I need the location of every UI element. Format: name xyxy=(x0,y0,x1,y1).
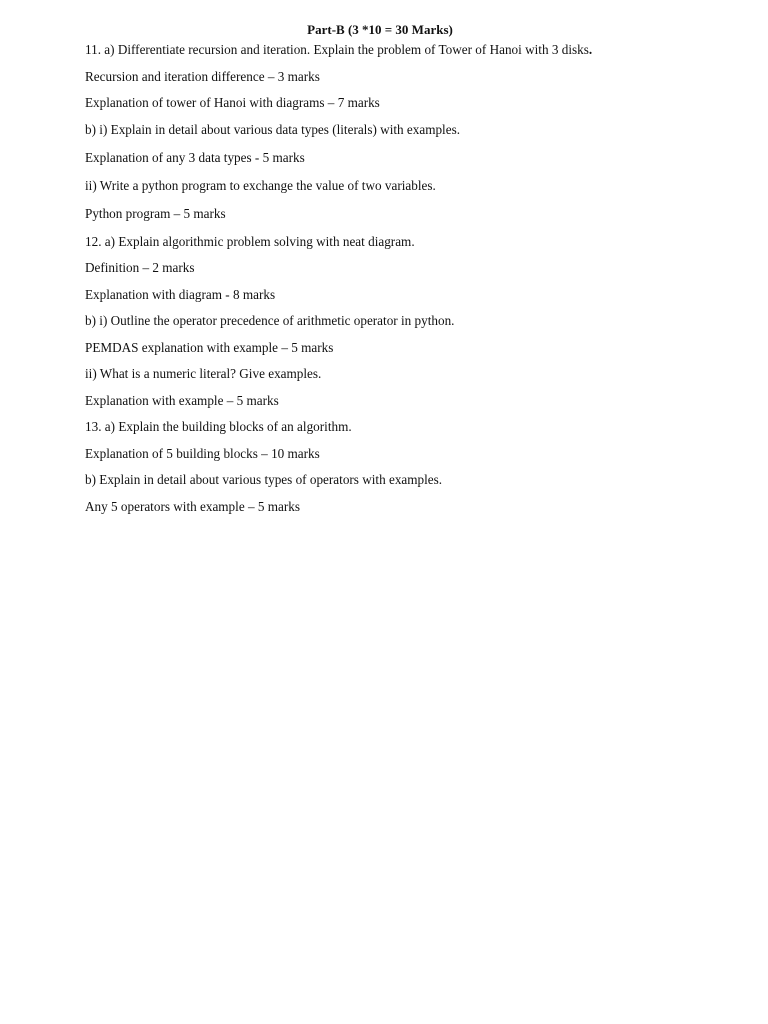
line-text: Explanation of any 3 data types - 5 marks xyxy=(85,149,305,165)
line-text: b) i) Explain in detail about various data types (literals) with examples. xyxy=(85,121,461,137)
line-text: b) Explain in detail about various types of operators with examples. xyxy=(85,472,443,487)
marks-line xyxy=(85,206,745,234)
marks-line xyxy=(85,69,745,96)
line-text: Any 5 operators with example – 5 marks xyxy=(85,498,300,514)
question-13a xyxy=(85,419,745,446)
line-text: ii) Write a python program to exchange the value of two variables. xyxy=(85,177,436,193)
question-11a xyxy=(85,42,745,69)
marks-line xyxy=(85,287,745,314)
line-text: ii) What is a numeric literal? Give examples. xyxy=(85,366,322,381)
answer-key-list xyxy=(85,42,745,525)
line-text: Recursion and iteration difference – 3 marks xyxy=(85,68,320,84)
line-text: Explanation of 5 building blocks – 10 marks xyxy=(85,445,320,461)
question-12b-ii xyxy=(85,366,745,393)
marks-line xyxy=(85,95,745,122)
marks-line xyxy=(85,260,745,287)
marks-line xyxy=(85,340,745,367)
line-text: Explanation of tower of Hanoi with diagrams – 7 marks xyxy=(85,95,380,110)
line-text: Explanation with example – 5 marks xyxy=(85,392,279,408)
line-text: PEMDAS explanation with example – 5 marks xyxy=(85,339,334,355)
question-11b-ii xyxy=(85,178,745,206)
line-text: Explanation with diagram - 8 marks xyxy=(85,286,276,302)
marks-line xyxy=(85,446,745,473)
line-text: 12. a) Explain algorithmic problem solving with neat diagram. xyxy=(85,233,415,249)
line-trailing: . xyxy=(588,42,593,57)
line-text: 13. a) Explain the building blocks of an algorithm. xyxy=(85,419,352,434)
marks-line xyxy=(85,499,745,526)
question-12a xyxy=(85,234,745,261)
line-text: b) i) Outline the operator precedence of arithmetic operator in python. xyxy=(85,313,455,328)
question-12b-i xyxy=(85,313,745,340)
question-11b-i xyxy=(85,122,745,150)
marks-line xyxy=(85,393,745,420)
section-heading: Part-B (3 *10 = 30 Marks) xyxy=(307,22,453,37)
question-13b xyxy=(85,472,745,499)
line-text: 11. a) Differentiate recursion and iteration. Explain the problem of Tower of Hanoi with 3 disks xyxy=(85,42,589,57)
line-text: Definition – 2 marks xyxy=(85,260,195,275)
line-text: Python program – 5 marks xyxy=(85,205,226,221)
marks-line xyxy=(85,150,745,178)
